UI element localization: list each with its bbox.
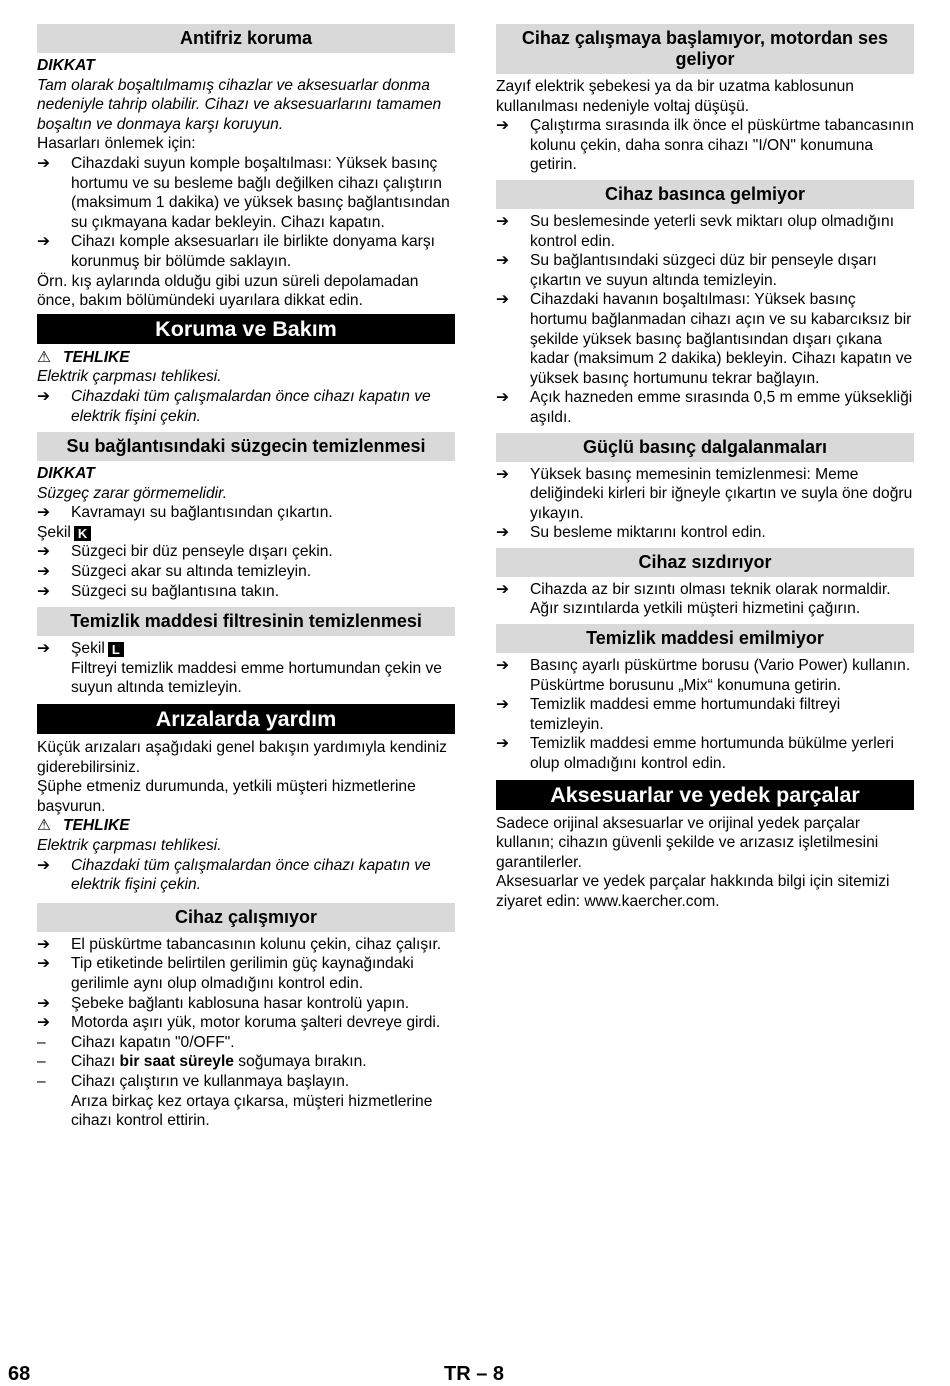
- arrow-icon: ➔: [496, 212, 510, 230]
- right-column: [496, 22, 914, 912]
- list-item: ➔ Cihazda az bir sızıntı olması teknik olarak normaldir. Ağır sızıntılarda yetkili müşteri hizmetini çağırın.: [496, 580, 891, 618]
- figure-badge: L: [108, 642, 124, 657]
- heading-antifreeze: Antifriz koruma: [37, 24, 455, 53]
- arrow-icon: ➔: [496, 524, 510, 542]
- accessories-text: Aksesuarlar ve yedek parçalar hakkında bilgi için sitemizi ziyaret edin: www.kaercher.com.: [496, 873, 890, 910]
- list-item: – Cihazı bir saat süreyle soğumaya bırakın.: [37, 1053, 367, 1071]
- list-item: – Cihazı kapatın "0/OFF".: [37, 1033, 235, 1051]
- arrow-icon: ➔: [37, 582, 51, 600]
- list-item: ➔ Tip etiketinde belirtilen gerilimin güç kaynağındaki gerilimle aynı olup olmadığını kontrol edin.: [37, 955, 414, 992]
- heading-not-working: Cihaz çalışmıyor: [37, 903, 455, 932]
- help-text: Şüphe etmeniz durumunda, yetkili müşteri hizmetlerine başvurun.: [37, 778, 416, 815]
- heading-leak: Cihaz sızdırıyor: [496, 548, 914, 577]
- dash-icon: –: [37, 1033, 46, 1051]
- accessories-text: Sadece orijinal aksesuarlar ve orijinal yedek parçalar kullanın; cihazın güvenli şekilde ve arızasız işletilmesini garantilerler.: [496, 814, 879, 871]
- arrow-icon: ➔: [37, 955, 51, 973]
- arrow-icon: ➔: [37, 233, 51, 251]
- arrow-icon: ➔: [37, 1014, 51, 1032]
- list-item: ➔ Cihazdaki havanın boşaltılması: Yüksek basınç hortumu bağlanmadan cihazı açın ve su kabarcıksız bir şekilde yüksek basınç bağlantısından dışarı çıkana kadar (maksimum 2 dakika) bekleyin. Cihazı kapatın ve yüksek basınç hortumunu tekrar bağlayın.: [496, 291, 913, 387]
- danger-text: Elektrik çarpması tehlikesi.: [37, 837, 222, 854]
- heading-noise: Cihaz çalışmaya başlamıyor, motordan ses geliyor: [496, 24, 914, 74]
- list-item: ➔ Su bağlantısındaki süzgeci düz bir penseyle dışarı çıkartın ve suyun altında temizleyin.: [496, 252, 877, 289]
- warning-icon: ⚠: [37, 817, 51, 835]
- list-item: ➔ Çalıştırma sırasında ilk önce el püskürtme tabancasının kolunu çekin, daha sonra cihazı "I/ON" konumuna getirin.: [496, 117, 914, 174]
- figure-badge: K: [74, 526, 91, 541]
- danger-label: ⚠ TEHLIKE: [37, 348, 130, 366]
- heading-fluctuation: Güçlü basınç dalgalanmaları: [496, 433, 914, 462]
- dash-icon: –: [37, 1053, 46, 1071]
- arrow-icon: ➔: [37, 856, 51, 874]
- heading-strainer: Su bağlantısındaki süzgecin temizlenmesi: [37, 432, 455, 461]
- list-item: ➔ El püskürtme tabancasının kolunu çekin, cihaz çalışır.: [37, 935, 442, 953]
- arrow-icon: ➔: [37, 563, 51, 581]
- arrow-icon: ➔: [496, 252, 510, 270]
- danger-label: ⚠ TEHLIKE: [37, 817, 130, 835]
- list-item: ➔ Süzgeci bir düz penseyle dışarı çekin.: [37, 543, 333, 561]
- list-item: ➔ Şekil L Filtreyi temizlik maddesi emme hortumundan çekin ve suyun altında temizleyin.: [37, 640, 442, 697]
- left-column: [37, 22, 455, 1131]
- list-item: ➔ Su besleme miktarını kontrol edin.: [496, 524, 766, 542]
- arrow-icon: ➔: [496, 291, 510, 309]
- arrow-icon: ➔: [37, 387, 51, 405]
- arrow-icon: ➔: [37, 935, 51, 953]
- heading-help: Arızalarda yardım: [37, 704, 455, 734]
- intro-text: Hasarları önlemek için:: [37, 135, 196, 153]
- list-item: ➔ Basınç ayarlı püskürtme borusu (Vario Power) kullanın. Püskürtme borusunu „Mix“ konumuna getirin.: [496, 657, 911, 694]
- list-item: ➔ Cihazdaki suyun komple boşaltılması: Yüksek basınç hortumu ve su besleme bağlı değilken cihazı çalıştırın (maksimum 1 dakika) ve yüksek basınç bağlantısından su çıkmayana kadar bekleyin. Cihazı kapatın.: [37, 154, 450, 231]
- list-item: ➔ Cihazdaki tüm çalışmalardan önce cihazı kapatın ve elektrik fişini çekin.: [37, 856, 431, 894]
- dash-icon: –: [37, 1072, 46, 1090]
- list-item: ➔ Şebeke bağlantı kablosuna hasar kontrolü yapın.: [37, 994, 410, 1012]
- list-item: ➔ Su beslemesinde yeterli sevk miktarı olup olmadığını kontrol edin.: [496, 212, 895, 250]
- noise-text: Zayıf elektrik şebekesi ya da bir uzatma kablosunun kullanılması nedeniyle voltaj düşüşü.: [496, 78, 854, 115]
- note-text: Örn. kış aylarında olduğu gibi uzun süreli depolamadan önce, bakım bölümündeki uyarılara dikkat edin.: [37, 272, 419, 310]
- figure-reference: Şekil K: [37, 523, 455, 543]
- arrow-icon: ➔: [37, 640, 51, 658]
- arrow-icon: ➔: [496, 389, 510, 407]
- page-number: 68: [8, 1363, 31, 1385]
- notice-text: Tam olarak boşaltılmamış cihazlar ve aksesuarlar donma nedeniyle tahrip olabilir. Cihazı ve aksesuarlarını tamamen boşaltın ve donmaya karşı koruyun.: [37, 76, 442, 133]
- notice-text: Süzgeç zarar görmemelidir.: [37, 484, 228, 502]
- list-item: ➔ Açık hazneden emme sırasında 0,5 m emme yüksekliği aşıldı.: [496, 389, 913, 426]
- section-label: TR – 8: [444, 1363, 505, 1385]
- list-item: ➔ Yüksek basınç memesinin temizlenmesi: Meme deliğindeki kirleri bir iğneyle çıkartın ve suyla öne doğru yıkayın.: [496, 465, 913, 522]
- notice-label: DIKKAT: [37, 57, 95, 74]
- arrow-icon: ➔: [496, 696, 510, 714]
- list-item: ➔ Cihazdaki tüm çalışmalardan önce cihazı kapatın ve elektrik fişini çekin.: [37, 387, 431, 425]
- danger-text: Elektrik çarpması tehlikesi.: [37, 368, 222, 386]
- list-item: – Cihazı çalıştırın ve kullanmaya başlayın. Arıza birkaç kez ortaya çıkarsa, müşteri hizmetlerine cihazı kontrol ettirin.: [37, 1072, 433, 1130]
- list-item: ➔ Cihazı komple aksesuarları ile birlikte donyama karşı korunmuş bir bölümde saklayın.: [37, 233, 436, 270]
- heading-no-pressure: Cihaz basınca gelmiyor: [496, 180, 914, 209]
- list-item: ➔ Süzgeci akar su altında temizleyin.: [37, 563, 312, 581]
- heading-care: Koruma ve Bakım: [37, 314, 455, 344]
- warning-icon: ⚠: [37, 348, 51, 366]
- arrow-icon: ➔: [37, 994, 51, 1012]
- heading-accessories: Aksesuarlar ve yedek parçalar: [496, 780, 914, 810]
- list-item: ➔ Süzgeci su bağlantısına takın.: [37, 582, 280, 600]
- heading-filter: Temizlik maddesi filtresinin temizlenmesi: [37, 607, 455, 636]
- notice-label: DIKKAT: [37, 465, 95, 483]
- list-item: ➔ Kavramayı su bağlantısından çıkartın.: [37, 504, 333, 522]
- arrow-icon: ➔: [496, 657, 510, 675]
- help-text: Küçük arızaları aşağıdaki genel bakışın yardımıyla kendiniz giderebilirsiniz.: [37, 739, 447, 776]
- arrow-icon: ➔: [37, 543, 51, 561]
- heading-detergent: Temizlik maddesi emilmiyor: [496, 624, 914, 653]
- arrow-icon: ➔: [37, 504, 51, 522]
- arrow-icon: ➔: [37, 154, 51, 172]
- arrow-icon: ➔: [496, 735, 510, 753]
- list-item: ➔ Temizlik maddesi emme hortumundaki filtreyi temizleyin.: [496, 696, 841, 733]
- arrow-icon: ➔: [496, 580, 510, 598]
- list-item: ➔ Temizlik maddesi emme hortumunda bükülme yerleri olup olmadığını kontrol edin.: [496, 735, 894, 773]
- list-item: ➔ Motorda aşırı yük, motor koruma şalteri devreye girdi.: [37, 1014, 441, 1032]
- arrow-icon: ➔: [496, 117, 510, 135]
- arrow-icon: ➔: [496, 465, 510, 483]
